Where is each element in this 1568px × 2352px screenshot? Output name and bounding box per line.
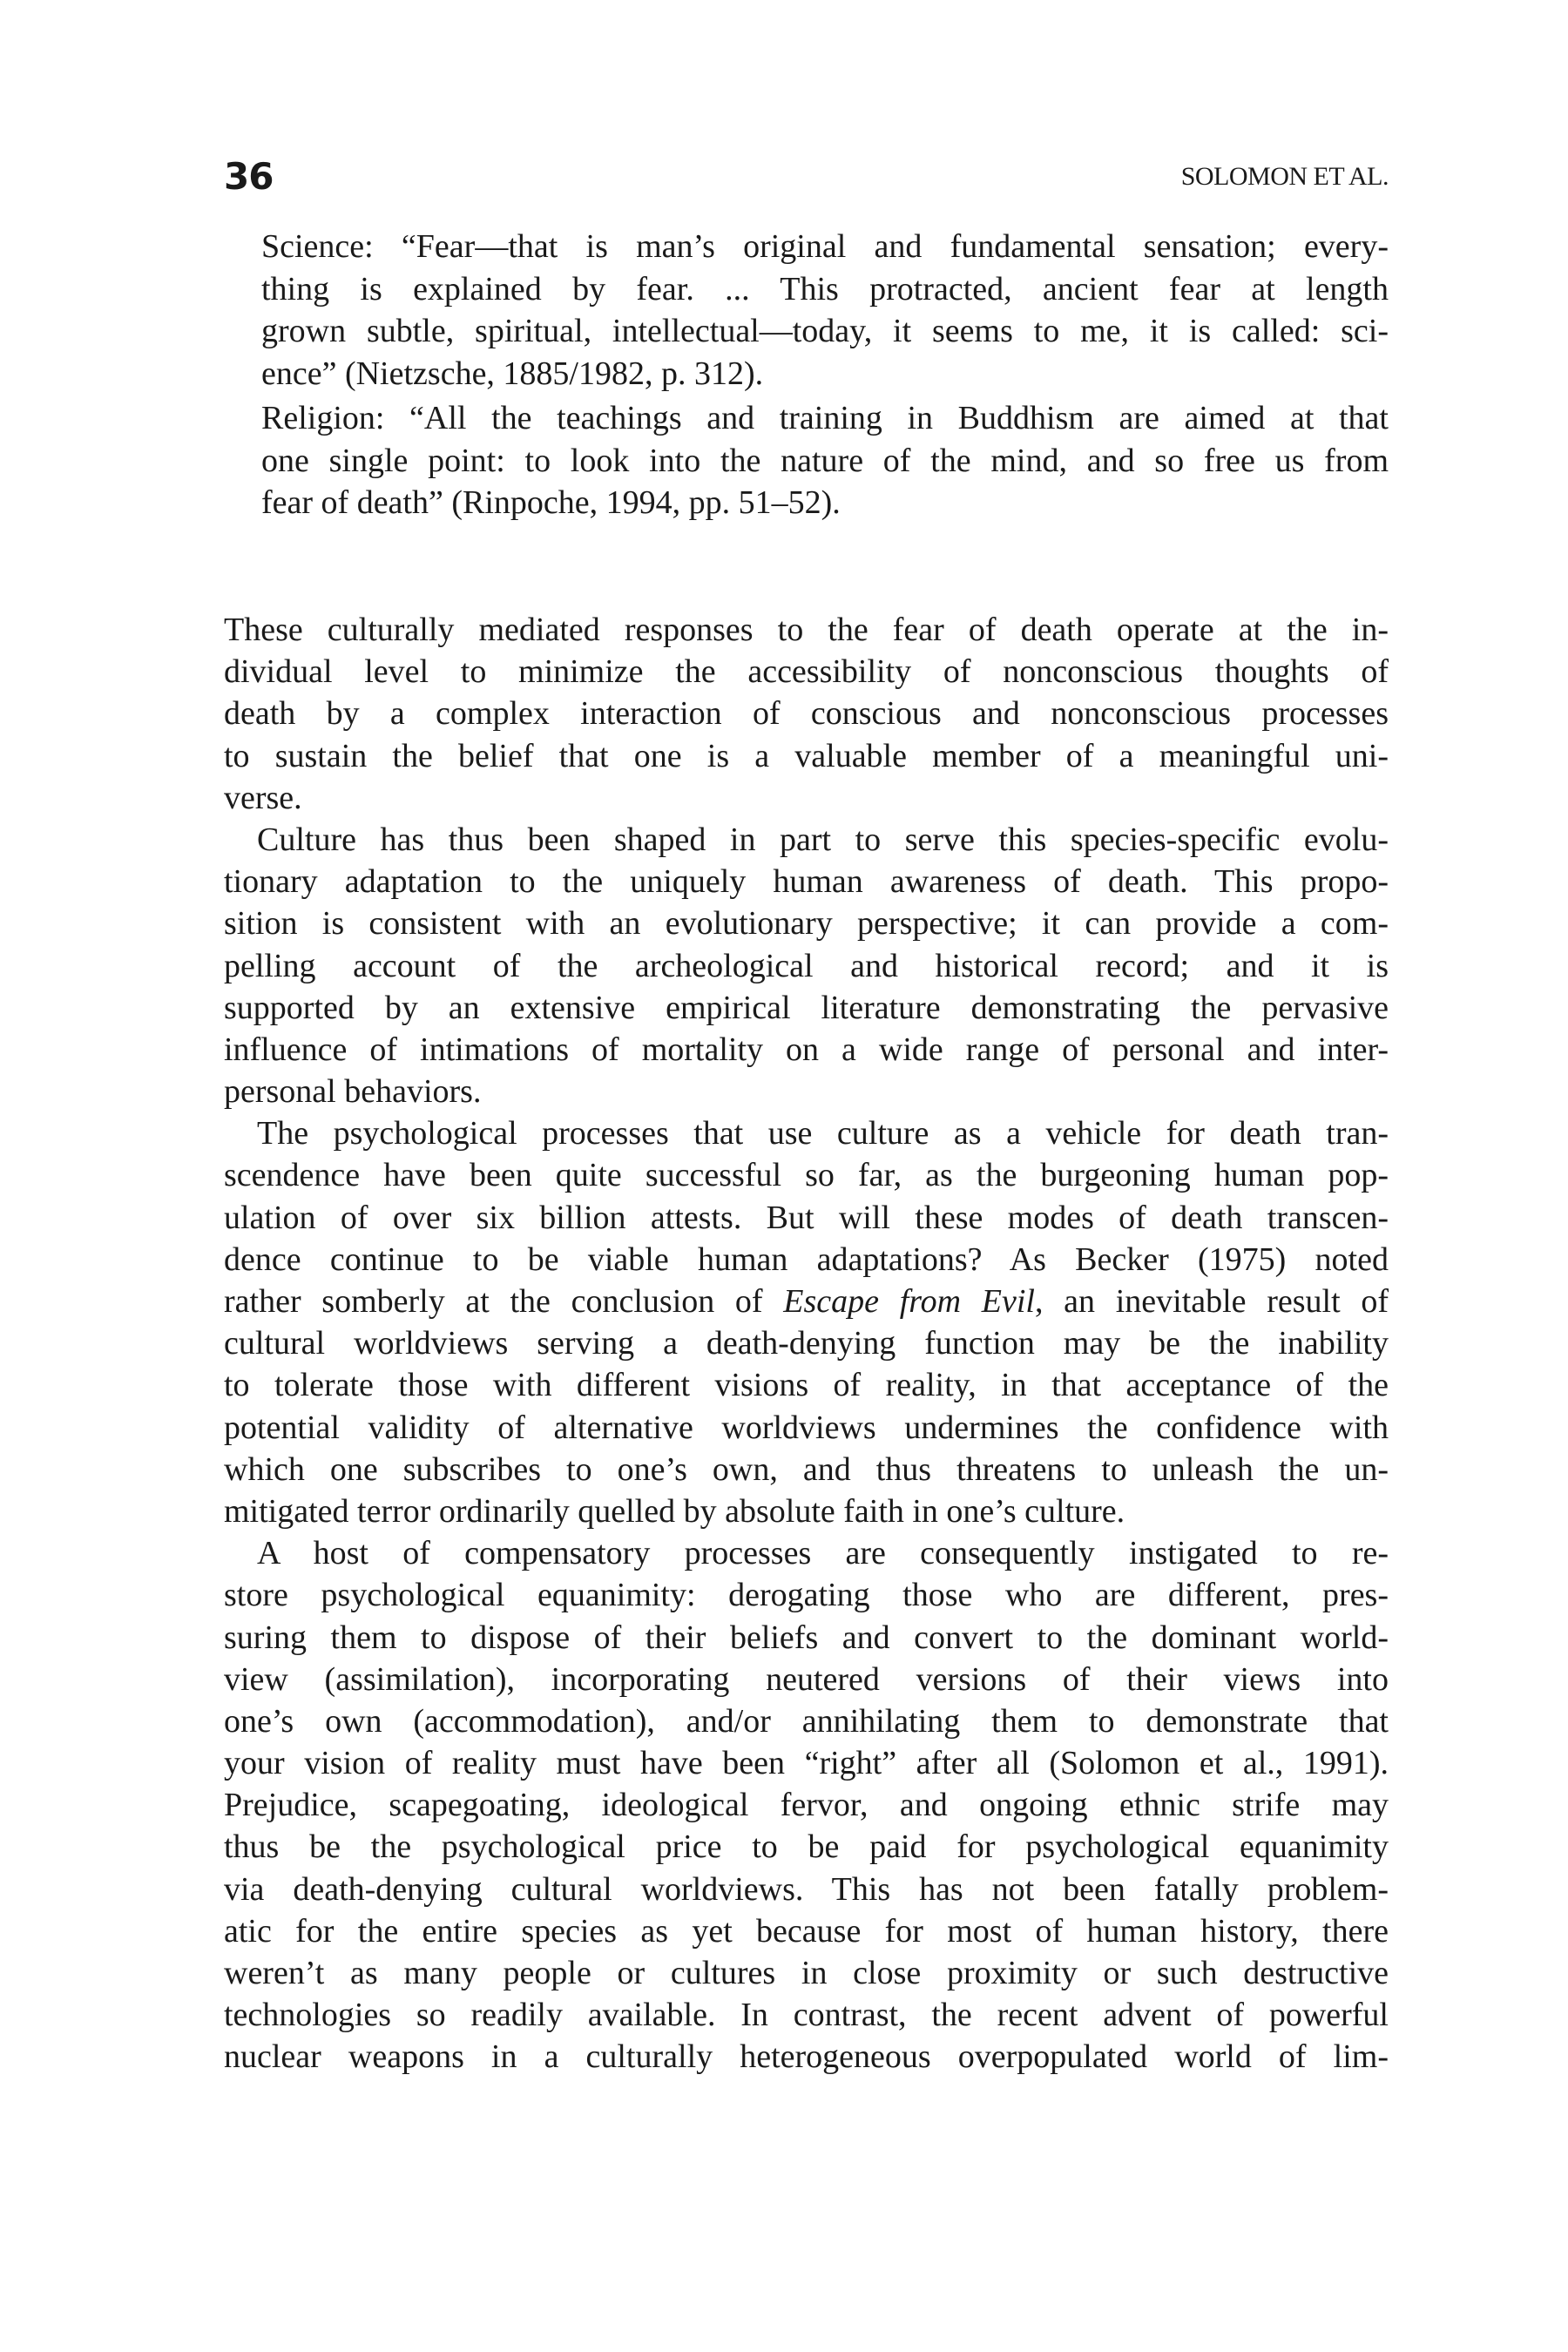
paragraph-1 xyxy=(224,609,1389,819)
text-line: fear of death” (Rinpoche, 1994, pp. 51–52). xyxy=(261,484,841,521)
text-line: mitigated terror ordinarily quelled by absolute faith in one’s culture. xyxy=(224,1492,1125,1530)
text-line: potential validity of alternative worldviews undermines the confidence with xyxy=(224,1409,1389,1446)
paragraph-2 xyxy=(224,819,1389,1112)
text-line: cultural worldviews serving a death-denying function may be the inability xyxy=(224,1325,1389,1362)
text-line: via death-denying cultural worldviews. This has not been fatally problem- xyxy=(224,1870,1389,1908)
text-line: ulation of over six billion attests. But will these modes of death transcen- xyxy=(224,1199,1389,1236)
text-line: Science: “Fear—that is man’s original and fundamental sensation; every- xyxy=(261,228,1389,265)
text-line: Prejudice, scapegoating, ideological fervor, and ongoing ethnic strife may xyxy=(224,1787,1389,1824)
quote-2 xyxy=(261,397,1389,524)
text-line: to sustain the belief that one is a valuable member of a meaningful uni- xyxy=(224,737,1389,774)
text-line: dence continue to be viable human adaptations? As Becker (1975) noted xyxy=(224,1240,1389,1278)
text-line: your vision of reality must have been “right” after all (Solomon et al., 1991). xyxy=(224,1745,1389,1782)
text-line: verse. xyxy=(224,779,302,816)
text-line: rather somberly at the conclusion of Escape from Evil, an inevitable result of xyxy=(224,1283,1389,1320)
text-line: thing is explained by fear. ... This protracted, ancient fear at length xyxy=(261,270,1389,308)
text-line: nuclear weapons in a culturally heterogeneous overpopulated world of lim- xyxy=(224,2038,1389,2076)
text-line: grown subtle, spiritual, intellectual—today, it seems to me, it is called: sci- xyxy=(261,313,1389,349)
text-line: view (assimilation), incorporating neutered versions of their views into xyxy=(224,1660,1389,1698)
text-line: one single point: to look into the nature of the mind, and so free us from xyxy=(261,442,1389,479)
text-line: supported by an extensive empirical literature demonstrating the pervasive xyxy=(224,989,1389,1026)
text-line: influence of intimations of mortality on a wide range of personal and inter- xyxy=(224,1031,1389,1068)
block-quote xyxy=(261,226,1389,524)
text-line: sition is consistent with an evolutionary perspective; it can provide a com- xyxy=(224,905,1389,943)
text-line: weren’t as many people or cultures in close proximity or such destructive xyxy=(224,1955,1389,1991)
text-line: pelling account of the archeological and historical record; and it is xyxy=(224,947,1389,984)
italic-title: Escape from Evil xyxy=(783,1283,1035,1320)
text-line: personal behaviors. xyxy=(224,1073,482,1111)
text-line: dividual level to minimize the accessibility of nonconscious thoughts of xyxy=(224,653,1389,691)
text-line: ence” (Nietzsche, 1885/1982, p. 312). xyxy=(261,355,764,392)
paragraph-3 xyxy=(224,1112,1389,1532)
text-line: to tolerate those with different visions of reality, in that acceptance of the xyxy=(224,1367,1389,1404)
text-line: technologies so readily available. In contrast, the recent advent of powerful xyxy=(224,1997,1389,2034)
text-line: Religion: “All the teachings and training in Buddhism are aimed at that xyxy=(261,400,1389,436)
text-line: suring them to dispose of their beliefs and convert to the dominant world- xyxy=(224,1619,1389,1656)
text-line: one’s own (accommodation), and/or annihilating them to demonstrate that xyxy=(224,1702,1389,1740)
text-line: atic for the entire species as yet because for most of human history, there xyxy=(224,1912,1389,1950)
text-line: Culture has thus been shaped in part to serve this species-specific evolu- xyxy=(257,821,1389,858)
text-line: scendence have been quite successful so far, as the burgeoning human pop- xyxy=(224,1157,1389,1194)
text-line: The psychological processes that use culture as a vehicle for death tran- xyxy=(257,1115,1389,1152)
text-line: which one subscribes to one’s own, and thus threatens to unleash the un- xyxy=(224,1450,1389,1488)
running-head: SOLOMON ET AL. xyxy=(1180,162,1389,191)
text-line: These culturally mediated responses to the fear of death operate at the in- xyxy=(224,612,1389,648)
text-line: store psychological equanimity: derogating those who are different, pres- xyxy=(224,1577,1389,1614)
text-line: A host of compensatory processes are consequently instigated to re- xyxy=(257,1535,1389,1572)
paragraph-4 xyxy=(224,1532,1389,2078)
quote-1 xyxy=(261,226,1389,395)
text-line: tionary adaptation to the uniquely human awareness of death. This propo- xyxy=(224,863,1389,901)
page-number: 36 xyxy=(224,155,274,198)
text-line: death by a complex interaction of conscious and nonconscious processes xyxy=(224,695,1389,733)
body-text xyxy=(224,609,1389,2078)
text-line: thus be the psychological price to be paid for psychological equanimity xyxy=(224,1828,1389,1866)
